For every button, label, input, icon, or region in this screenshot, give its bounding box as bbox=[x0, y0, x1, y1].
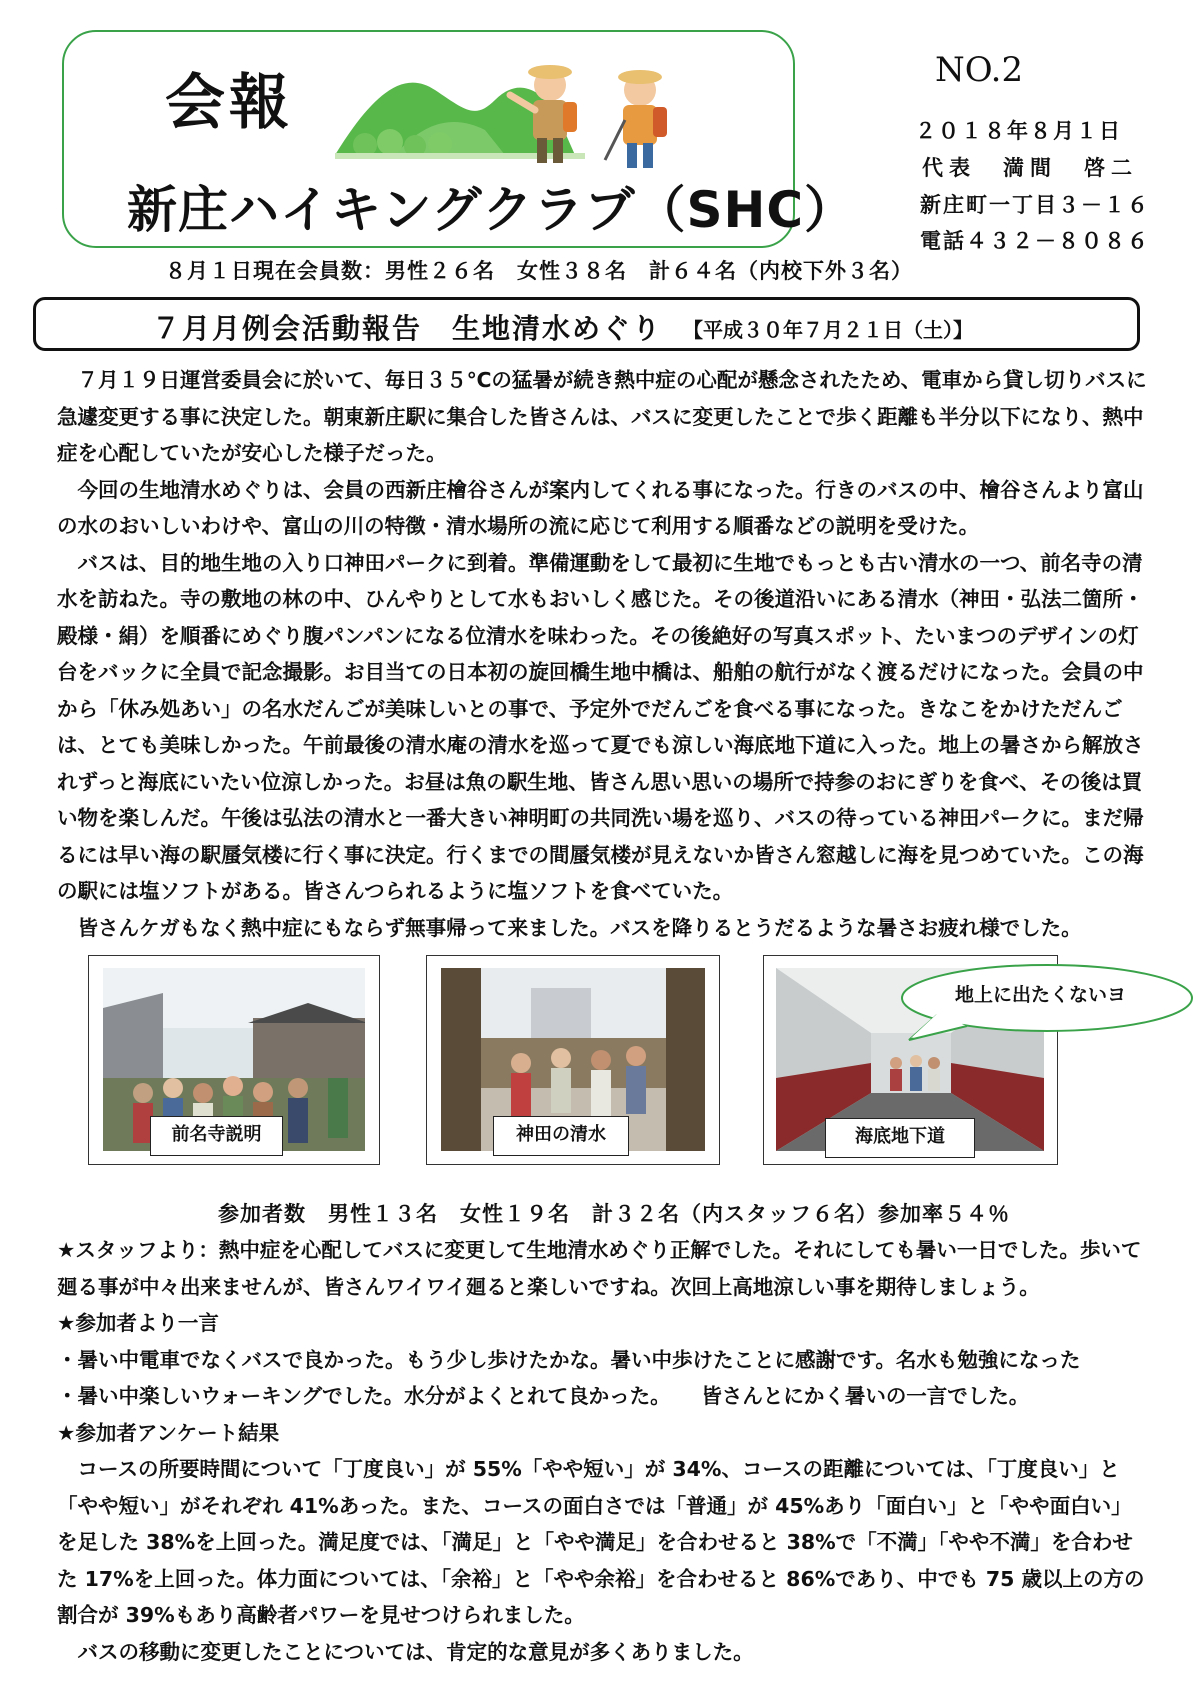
phone-number: 電話４３２－８０８６ bbox=[920, 229, 1150, 253]
photo-caption-tunnel: 海底地下道 bbox=[825, 1118, 975, 1158]
newsletter-title: 会報 bbox=[165, 68, 293, 138]
article-paragraph: バスは、目的地生地の入り口神田パークに到着。準備運動をして最初に生地でもっとも古い清水の一つ、前名寺の清水を訪ねた。寺の敷地の林の中、ひんやりとして水もおいしく感じた。その後道沿いにある清水（神田・弘法二箇所・殿様・絹）を順番にめぐり腹パンパンになる位清水を味わった。その後絶好の写真スポット、たいまつのデザインの灯台をバックに全員で記念撮影。お目当ての日本初の旋回橋生地中橋は、船舶の航行がなく渡るだけになった。会員の中から「休み処あい」の名水だんごが美味しいとの事で、予定外でだんごを食べる事になった。きなこをかけただんごは、とても美味しかった。午前最後の清水庵の清水を巡って夏でも涼しい海底地下道に入った。地上の暑さから解放されずっと海底にいたい位涼しかった。お昼は魚の駅生地、皆さん思い思いの場所で持参のおにぎりを食べ、その後は買い物を楽しんだ。午後は弘法の清水と一番大きい神明町の共同洗い場を巡り、バスの待っている神田パークに。まだ帰るには早い海の駅蜃気楼に行く事に決定。行くまでの間蜃気楼が見えないか皆さん窓越しに海を見つめていた。この海の駅には塩ソフトがある。皆さんつられるように塩ソフトを食べていた。 bbox=[57, 550, 1144, 903]
survey-paragraph: コースの所要時間について「丁度良い」が 55%「やや短い」が 34%、コースの距離については、「丁度良い」と「やや短い」がそれぞれ 41%あった。また、コースの面白さでは「普通」が 45%あり「面白い」と「やや面白い」を足した 38%を上回った。満足度では、「満足」と「やや満足」を合わせると 38%で「不満」「やや不満」を合わせた 17%を上回った。体力面については、「余裕」と「やや余裕」を合わせると 86%であり、中でも 75 歳以上の方の割合が 39%もあり高齢者パワーを見せつけられました。 bbox=[57, 1457, 1145, 1627]
participant-comment: ・暑い中楽しいウォーキングでした。水分がよくとれて良かった。 皆さんとにかく暑いの一言でした。 bbox=[57, 1384, 1030, 1408]
article-paragraph: 皆さんケガもなく熱中症にもならず無事帰って来ました。バスを降りるとうだるような暑さお疲れ様でした。 bbox=[77, 915, 1082, 940]
representative: 代表 満間 啓二 bbox=[922, 156, 1138, 180]
survey-heading: ★参加者アンケート結果 bbox=[57, 1420, 280, 1445]
article-paragraph: ７月１９日運営委員会に於いて、毎日３５℃の猛暑が続き熱中症の心配が懸念されたため、電車から貸し切りバスに急遽変更する事に決定した。朝東新庄駅に集合した皆さんは、バスに変更したことで歩く距離も半分以下になり、熱中症を心配していたが安心した様子だった。 bbox=[57, 368, 1147, 465]
staff-comment: ★スタッフより：熱中症を心配してバスに変更して生地清水めぐり正解でした。それにしても暑い一日でした。歩いて廻る事が中々出来ませんが、皆さんワイワイ廻ると楽しいですね。次回上高地涼しい事を期待しましょう。 bbox=[57, 1238, 1142, 1299]
address: 新庄町一丁目３－１６ bbox=[920, 193, 1150, 217]
article-paragraph: 今回の生地清水めぐりは、会員の西新庄檜谷さんが案内してくれる事になった。行きのバスの中、檜谷さんより富山の水のおいしいわけや、富山の川の特徴・清水場所の流に応じて利用する順番などの説明を受けた。 bbox=[57, 477, 1144, 538]
article-body bbox=[57, 362, 1147, 946]
participant-comment: ・暑い中電車でなくバスで良かった。もう少し歩けたかな。暑い中歩けたことに感謝です。名水も勉強になった bbox=[57, 1347, 1081, 1372]
survey-paragraph: バスの移動に変更したことについては、肯定的な意見が多くありました。 bbox=[77, 1639, 754, 1664]
section-title: ７月月例会活動報告 生地清水めぐり bbox=[152, 312, 663, 345]
photo-caption-zenmyoji: 前名寺説明 bbox=[150, 1116, 283, 1156]
issue-number: NO.2 bbox=[935, 50, 1024, 90]
issue-date: ２０１８年８月１日 bbox=[915, 119, 1122, 143]
club-name: 新庄ハイキングクラブ（SHC） bbox=[127, 181, 856, 239]
report-summary bbox=[57, 1232, 1152, 1670]
speech-bubble-text: 地上に出たくないヨ bbox=[955, 984, 1127, 1006]
hikers-illustration bbox=[335, 50, 730, 175]
participant-count: 参加者数 男性１３名 女性１９名 計３２名（内スタッフ６名）参加率５４％ bbox=[218, 1202, 1010, 1226]
section-date: 【平成３０年７月２１日（土）】 bbox=[683, 318, 973, 342]
photo-caption-kanda: 神田の清水 bbox=[493, 1116, 629, 1156]
member-count: ８月１日現在会員数：男性２６名 女性３８名 計６４名（内校下外３名） bbox=[165, 259, 913, 283]
comments-heading: ★参加者より一言 bbox=[57, 1311, 219, 1335]
